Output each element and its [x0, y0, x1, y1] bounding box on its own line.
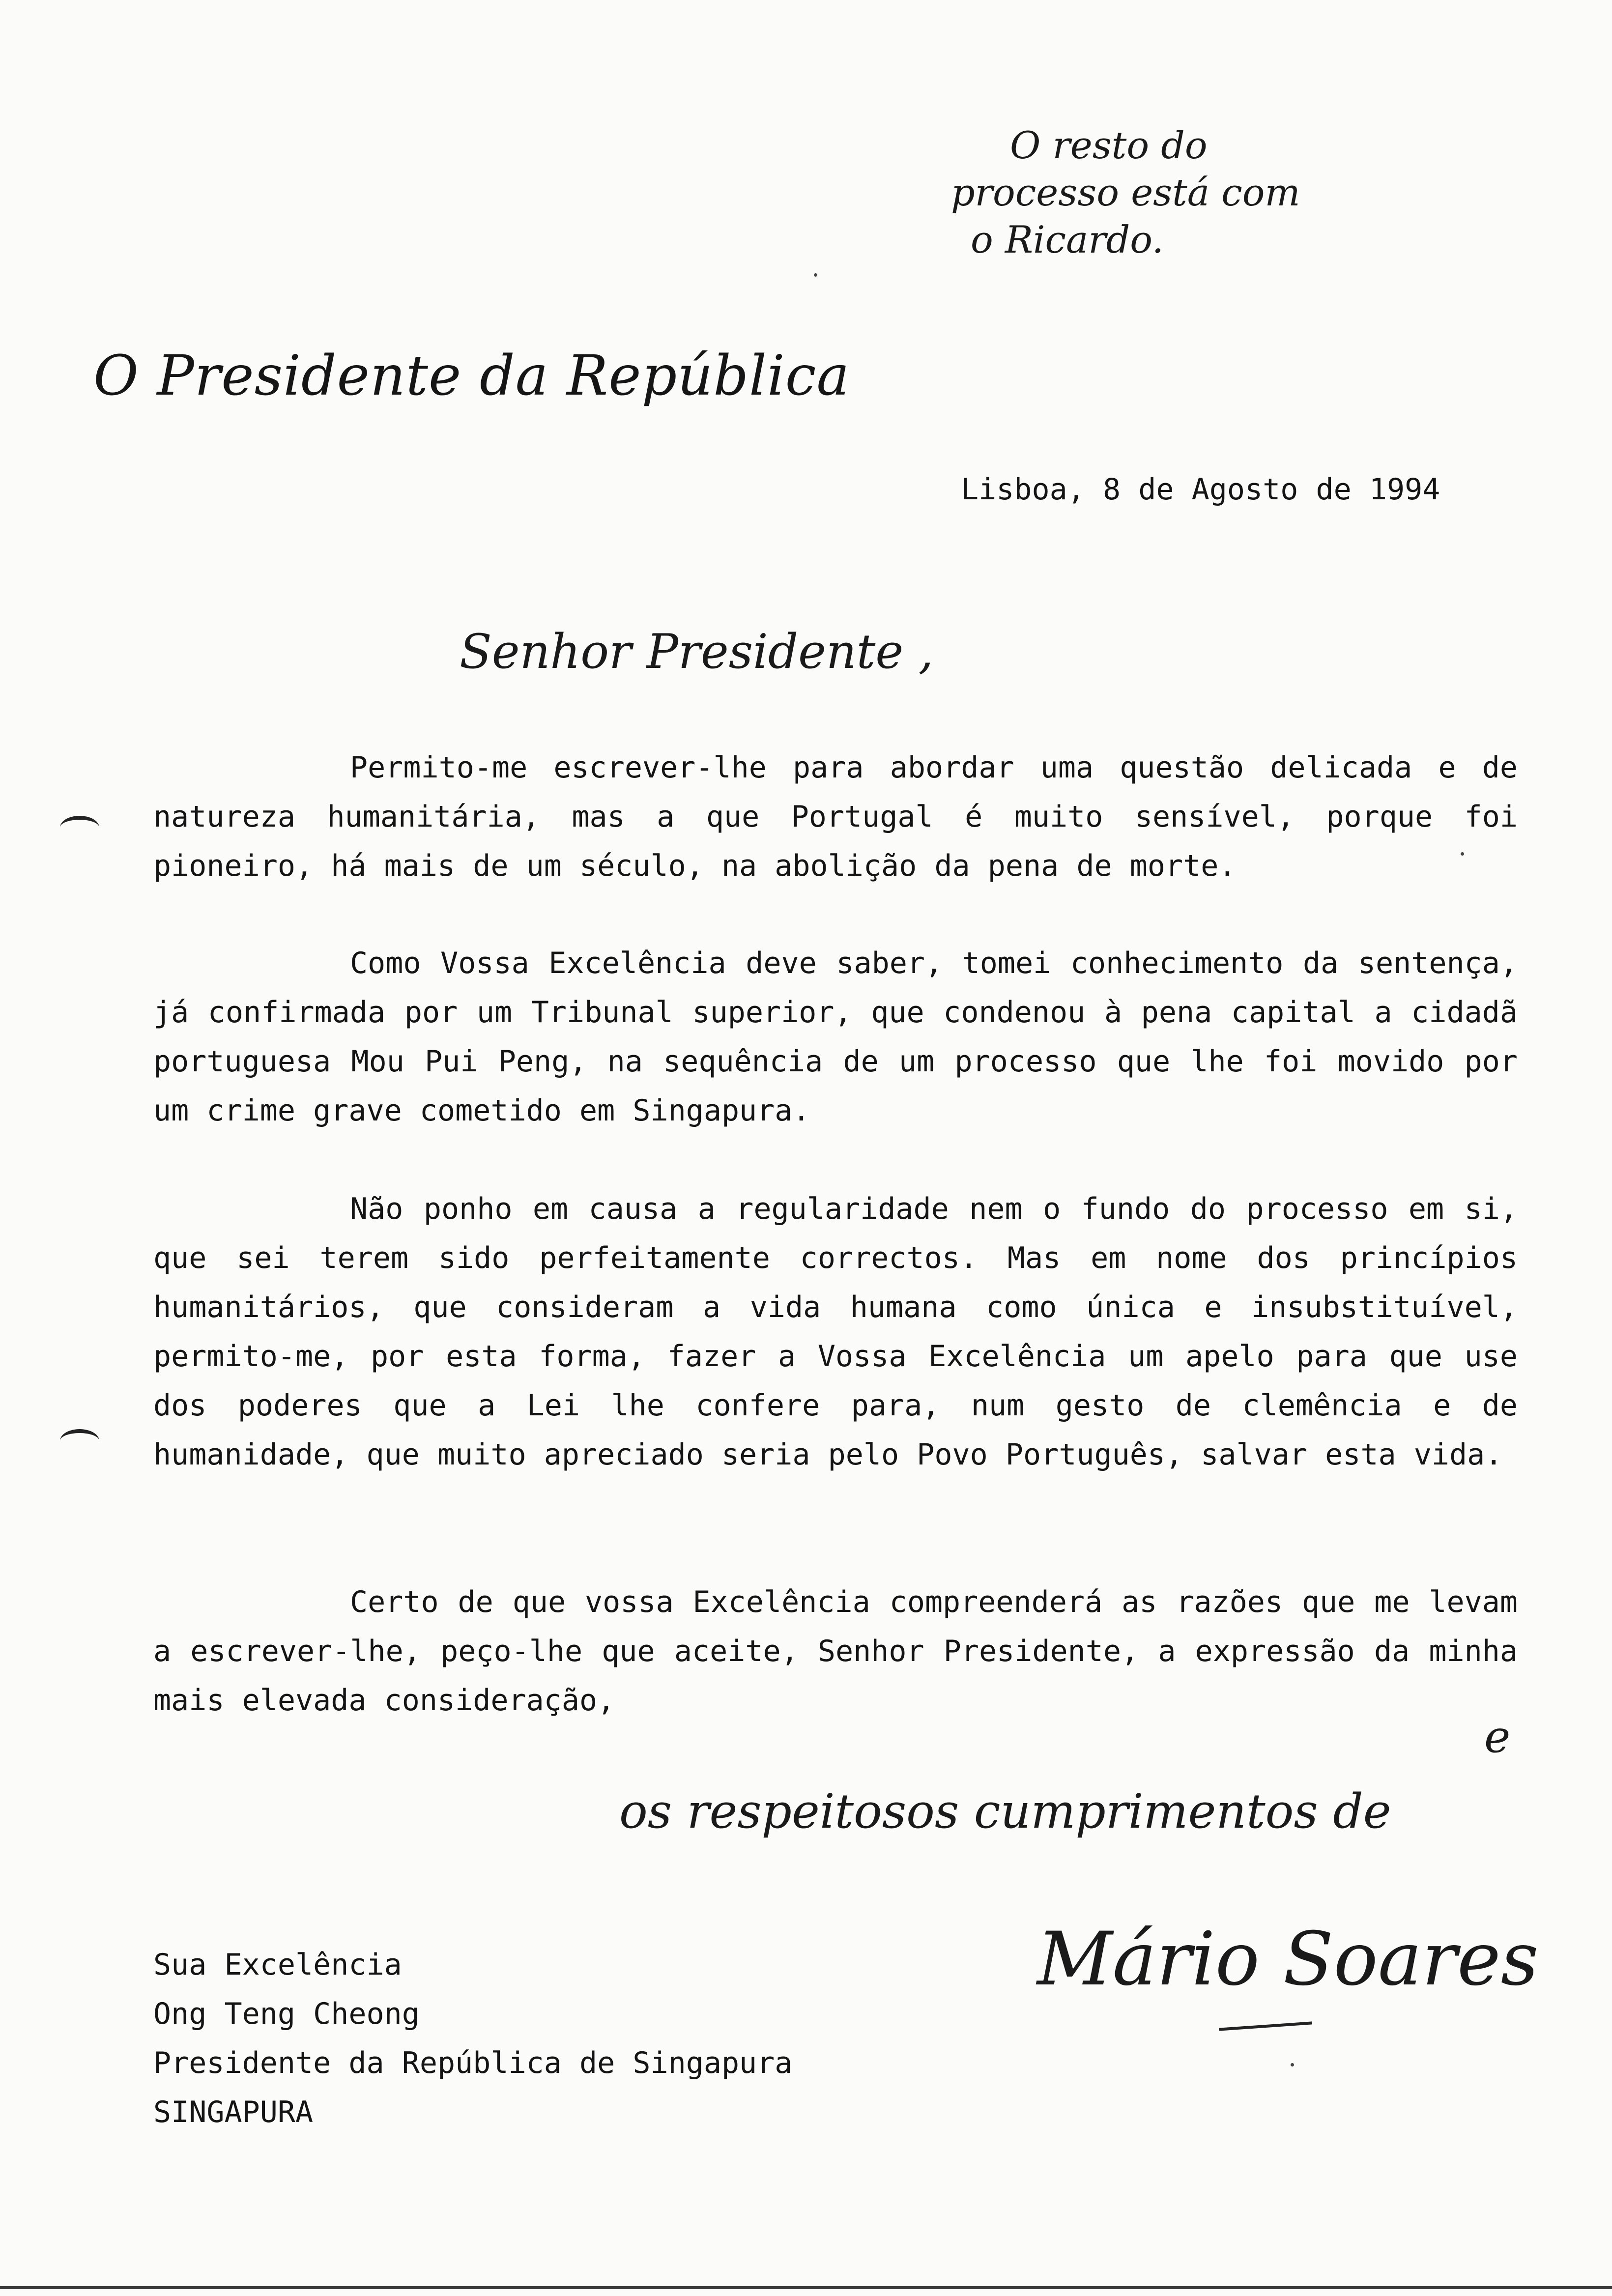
punch-hole-mark-icon: [60, 1429, 99, 1453]
addressee-line-2: Ong Teng Cheong: [153, 1997, 420, 2031]
body-paragraph-2: Como Vossa Excelência deve saber, tomei conhecimento da sentença, já confirmada por um Tribunal superior, que condenou à pena capital a cidadã portuguesa Mou Pui Peng, na sequência de um processo que lhe foi movido por um crime grave cometido em Singapura.: [153, 946, 1518, 1128]
handwritten-closing: os respeitosos cumprimentos de: [619, 1784, 1391, 1839]
paper-speck: [814, 273, 817, 277]
addressee-line-3: Presidente da República de Singapura: [153, 2046, 793, 2080]
addressee-line-4: SINGAPURA: [153, 2095, 314, 2129]
addressee-block: [153, 1940, 792, 2137]
addressee-line-1: Sua Excelência: [153, 1948, 402, 1982]
letter-date: Lisboa, 8 de Agosto de 1994: [961, 472, 1440, 507]
body-paragraph-3: Não ponho em causa a regularidade nem o fundo do processo em si, que sei terem sido perfeitamente correctos. Mas em nome dos princípios humanitários, que consideram a vida humana como única e insubstituível, permito-me, por esta forma, fazer a Vossa Excelência um apelo para que use dos poderes que a Lei lhe confere para, num gesto de clemência e de humanidade, que muito apreciado seria pelo Povo Português, salvar esta vida.: [153, 1192, 1518, 1472]
margin-note-line-2: processo está com: [951, 171, 1300, 214]
paper-speck: [1291, 2063, 1294, 2066]
handwritten-signature: Mário Soares: [1037, 1917, 1539, 2002]
scan-bottom-edge: [0, 2286, 1612, 2289]
handwritten-margin-note: [951, 122, 1300, 263]
body-paragraph-1: Permito-me escrever-lhe para abordar uma questão delicada e de natureza humanitária, mas a que Portugal é muito sensível, porque foi pioneiro, há mais de um século, na abolição da pena de morte.: [153, 750, 1518, 883]
paper-speck: [1461, 852, 1464, 856]
body-paragraph-4: Certo de que vossa Excelência compreenderá as razões que me levam a escrever-lhe, peço-lhe que aceite, Senhor Presidente, a expressão da minha mais elevada consideração,: [153, 1585, 1518, 1718]
margin-note-line-3: o Ricardo.: [971, 218, 1164, 261]
handwritten-salutation: Senhor Presidente ,: [460, 624, 934, 679]
letterhead: O Presidente da República: [93, 344, 850, 408]
margin-note-line-1: O resto do: [1010, 123, 1208, 167]
signature-underline: [1219, 2021, 1312, 2031]
punch-hole-mark-icon: [60, 816, 99, 839]
handwritten-closing-mark: e: [1484, 1711, 1511, 1763]
